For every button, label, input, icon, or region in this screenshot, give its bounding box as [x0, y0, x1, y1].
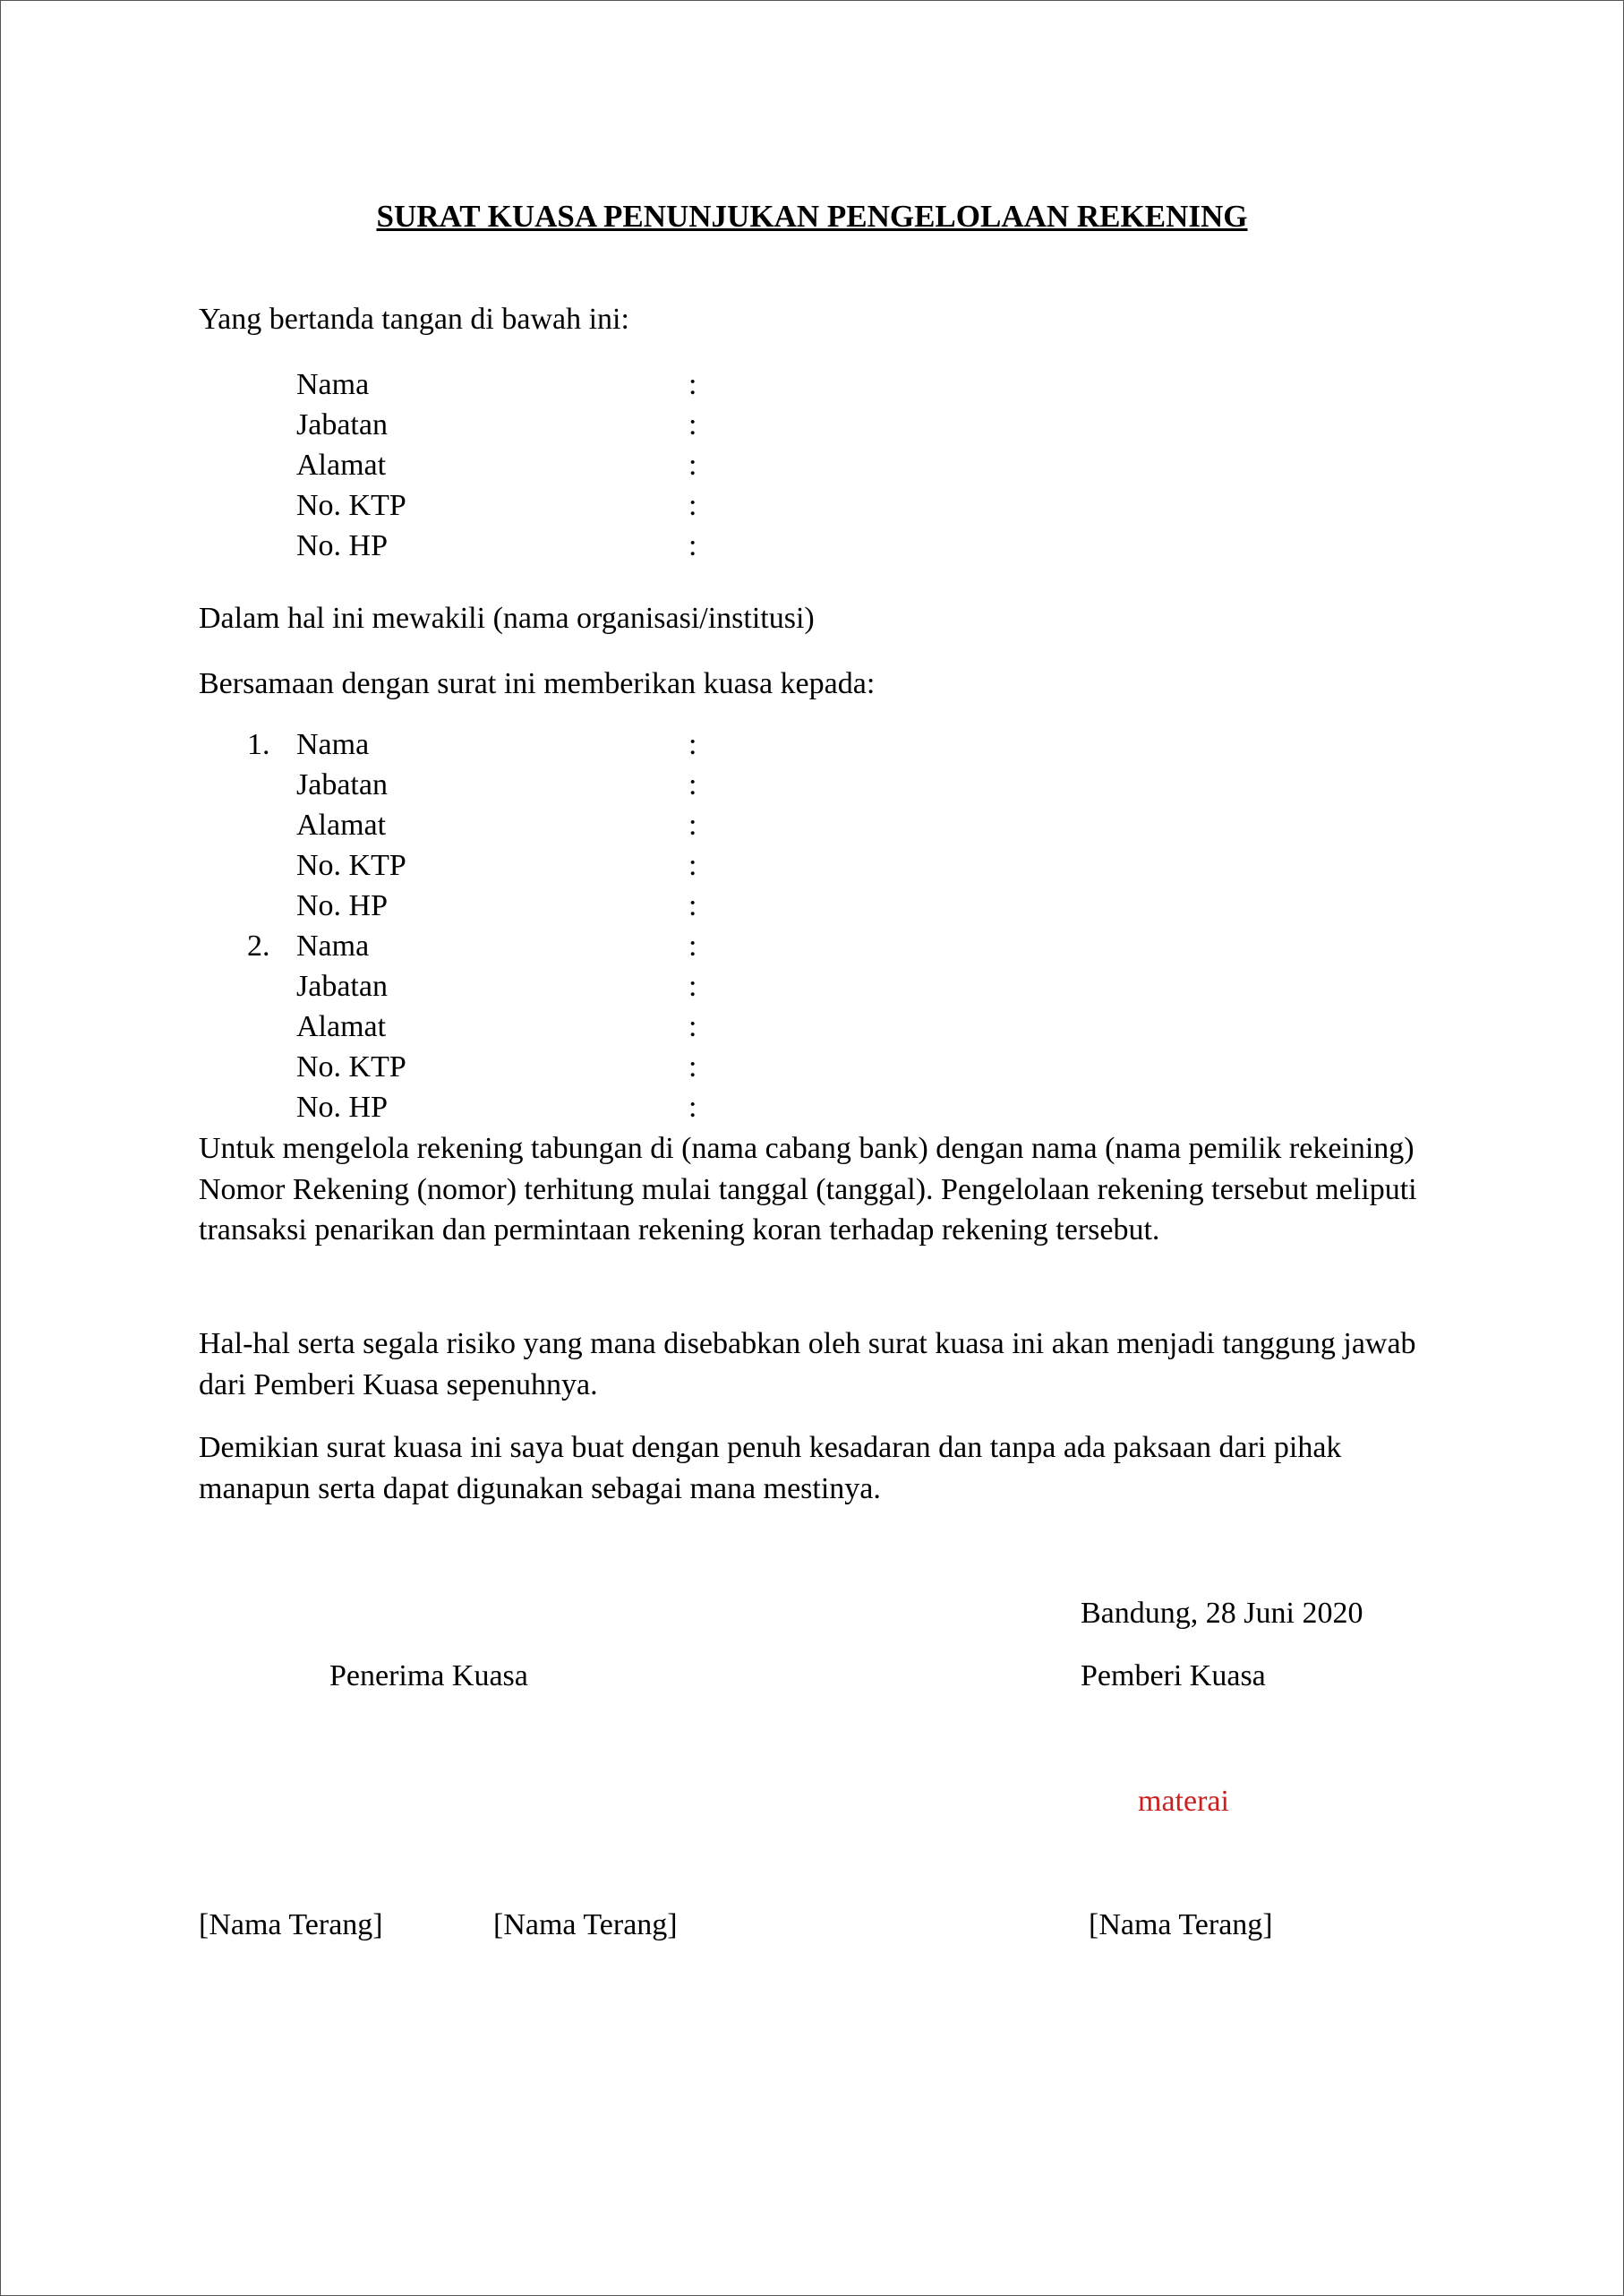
risk-paragraph: Hal-hal serta segala risiko yang mana disebabkan oleh surat kuasa ini akan menjadi tanggung jawab dari Pemberi Kuasa sepenuhnya. — [199, 1327, 1416, 1401]
field-colon: : — [688, 489, 697, 522]
field-colon: : — [688, 889, 697, 922]
place-date: Bandung, 28 Juni 2020 — [1081, 1597, 1363, 1630]
grantee-field-label: Jabatan — [296, 768, 388, 801]
intro-text: Yang bertanda tangan di bawah ini: — [199, 303, 629, 336]
field-colon: : — [688, 1091, 697, 1124]
representing-text: Dalam hal ini mewakili (nama organisasi/institusi) — [199, 602, 815, 635]
grantee-number: 1. — [247, 728, 270, 761]
grantee-number: 2. — [247, 930, 270, 963]
giver-label: Pemberi Kuasa — [1081, 1659, 1266, 1692]
stamp-placeholder: materai — [1138, 1785, 1229, 1818]
field-colon: : — [688, 930, 697, 963]
grantor-field-label: No. HP — [296, 529, 389, 562]
receiver-name-1: [Nama Terang] — [199, 1908, 383, 1941]
grantee-field-label: No. KTP — [296, 1050, 406, 1084]
grantee-field-label: No. HP — [296, 1091, 389, 1124]
grantee-field-label: Nama — [296, 930, 370, 963]
field-colon: : — [688, 970, 697, 1003]
field-colon: : — [688, 1010, 697, 1043]
field-colon: : — [688, 449, 697, 482]
grantee-field-label: Alamat — [296, 809, 387, 842]
field-colon: : — [688, 809, 697, 842]
field-colon: : — [688, 728, 697, 761]
grantor-field-label: Nama — [296, 368, 370, 401]
management-paragraph: Untuk mengelola rekening tabungan di (nama cabang bank) dengan nama (nama pemilik rekeining) Nomor Rekening (nomor) terhitung mulai tanggal (tanggal). Pengelolaan rekening tersebut meliputi transaksi penarikan dan permintaan rekening koran terhadap rekening tersebut. — [199, 1132, 1417, 1247]
grantee-field-label: No. HP — [296, 889, 389, 922]
grantee-field-label: Alamat — [296, 1010, 387, 1043]
grantee-field-label: Jabatan — [296, 970, 388, 1003]
receiver-name-2: [Nama Terang] — [493, 1908, 678, 1941]
field-colon: : — [688, 368, 697, 401]
field-colon: : — [688, 849, 697, 882]
field-colon: : — [688, 1050, 697, 1084]
grantor-field-label: No. KTP — [296, 489, 406, 522]
grantor-field-label: Jabatan — [296, 408, 388, 441]
grantee-field-label: No. KTP — [296, 849, 406, 882]
closing-paragraph: Demikian surat kuasa ini saya buat dengan penuh kesadaran dan tanpa ada paksaan dari pihak manapun serta dapat digunakan sebagai mana mestinya. — [199, 1431, 1342, 1505]
receiver-label: Penerima Kuasa — [329, 1659, 528, 1692]
grantor-field-label: Alamat — [296, 449, 387, 482]
grant-statement: Bersamaan dengan surat ini memberikan kuasa kepada: — [199, 667, 876, 700]
grantee-field-label: Nama — [296, 728, 370, 761]
giver-name: [Nama Terang] — [1089, 1908, 1273, 1941]
field-colon: : — [688, 408, 697, 441]
field-colon: : — [688, 529, 697, 562]
field-colon: : — [688, 768, 697, 801]
document-title: SURAT KUASA PENUNJUKAN PENGELOLAAN REKENING — [376, 199, 1248, 234]
